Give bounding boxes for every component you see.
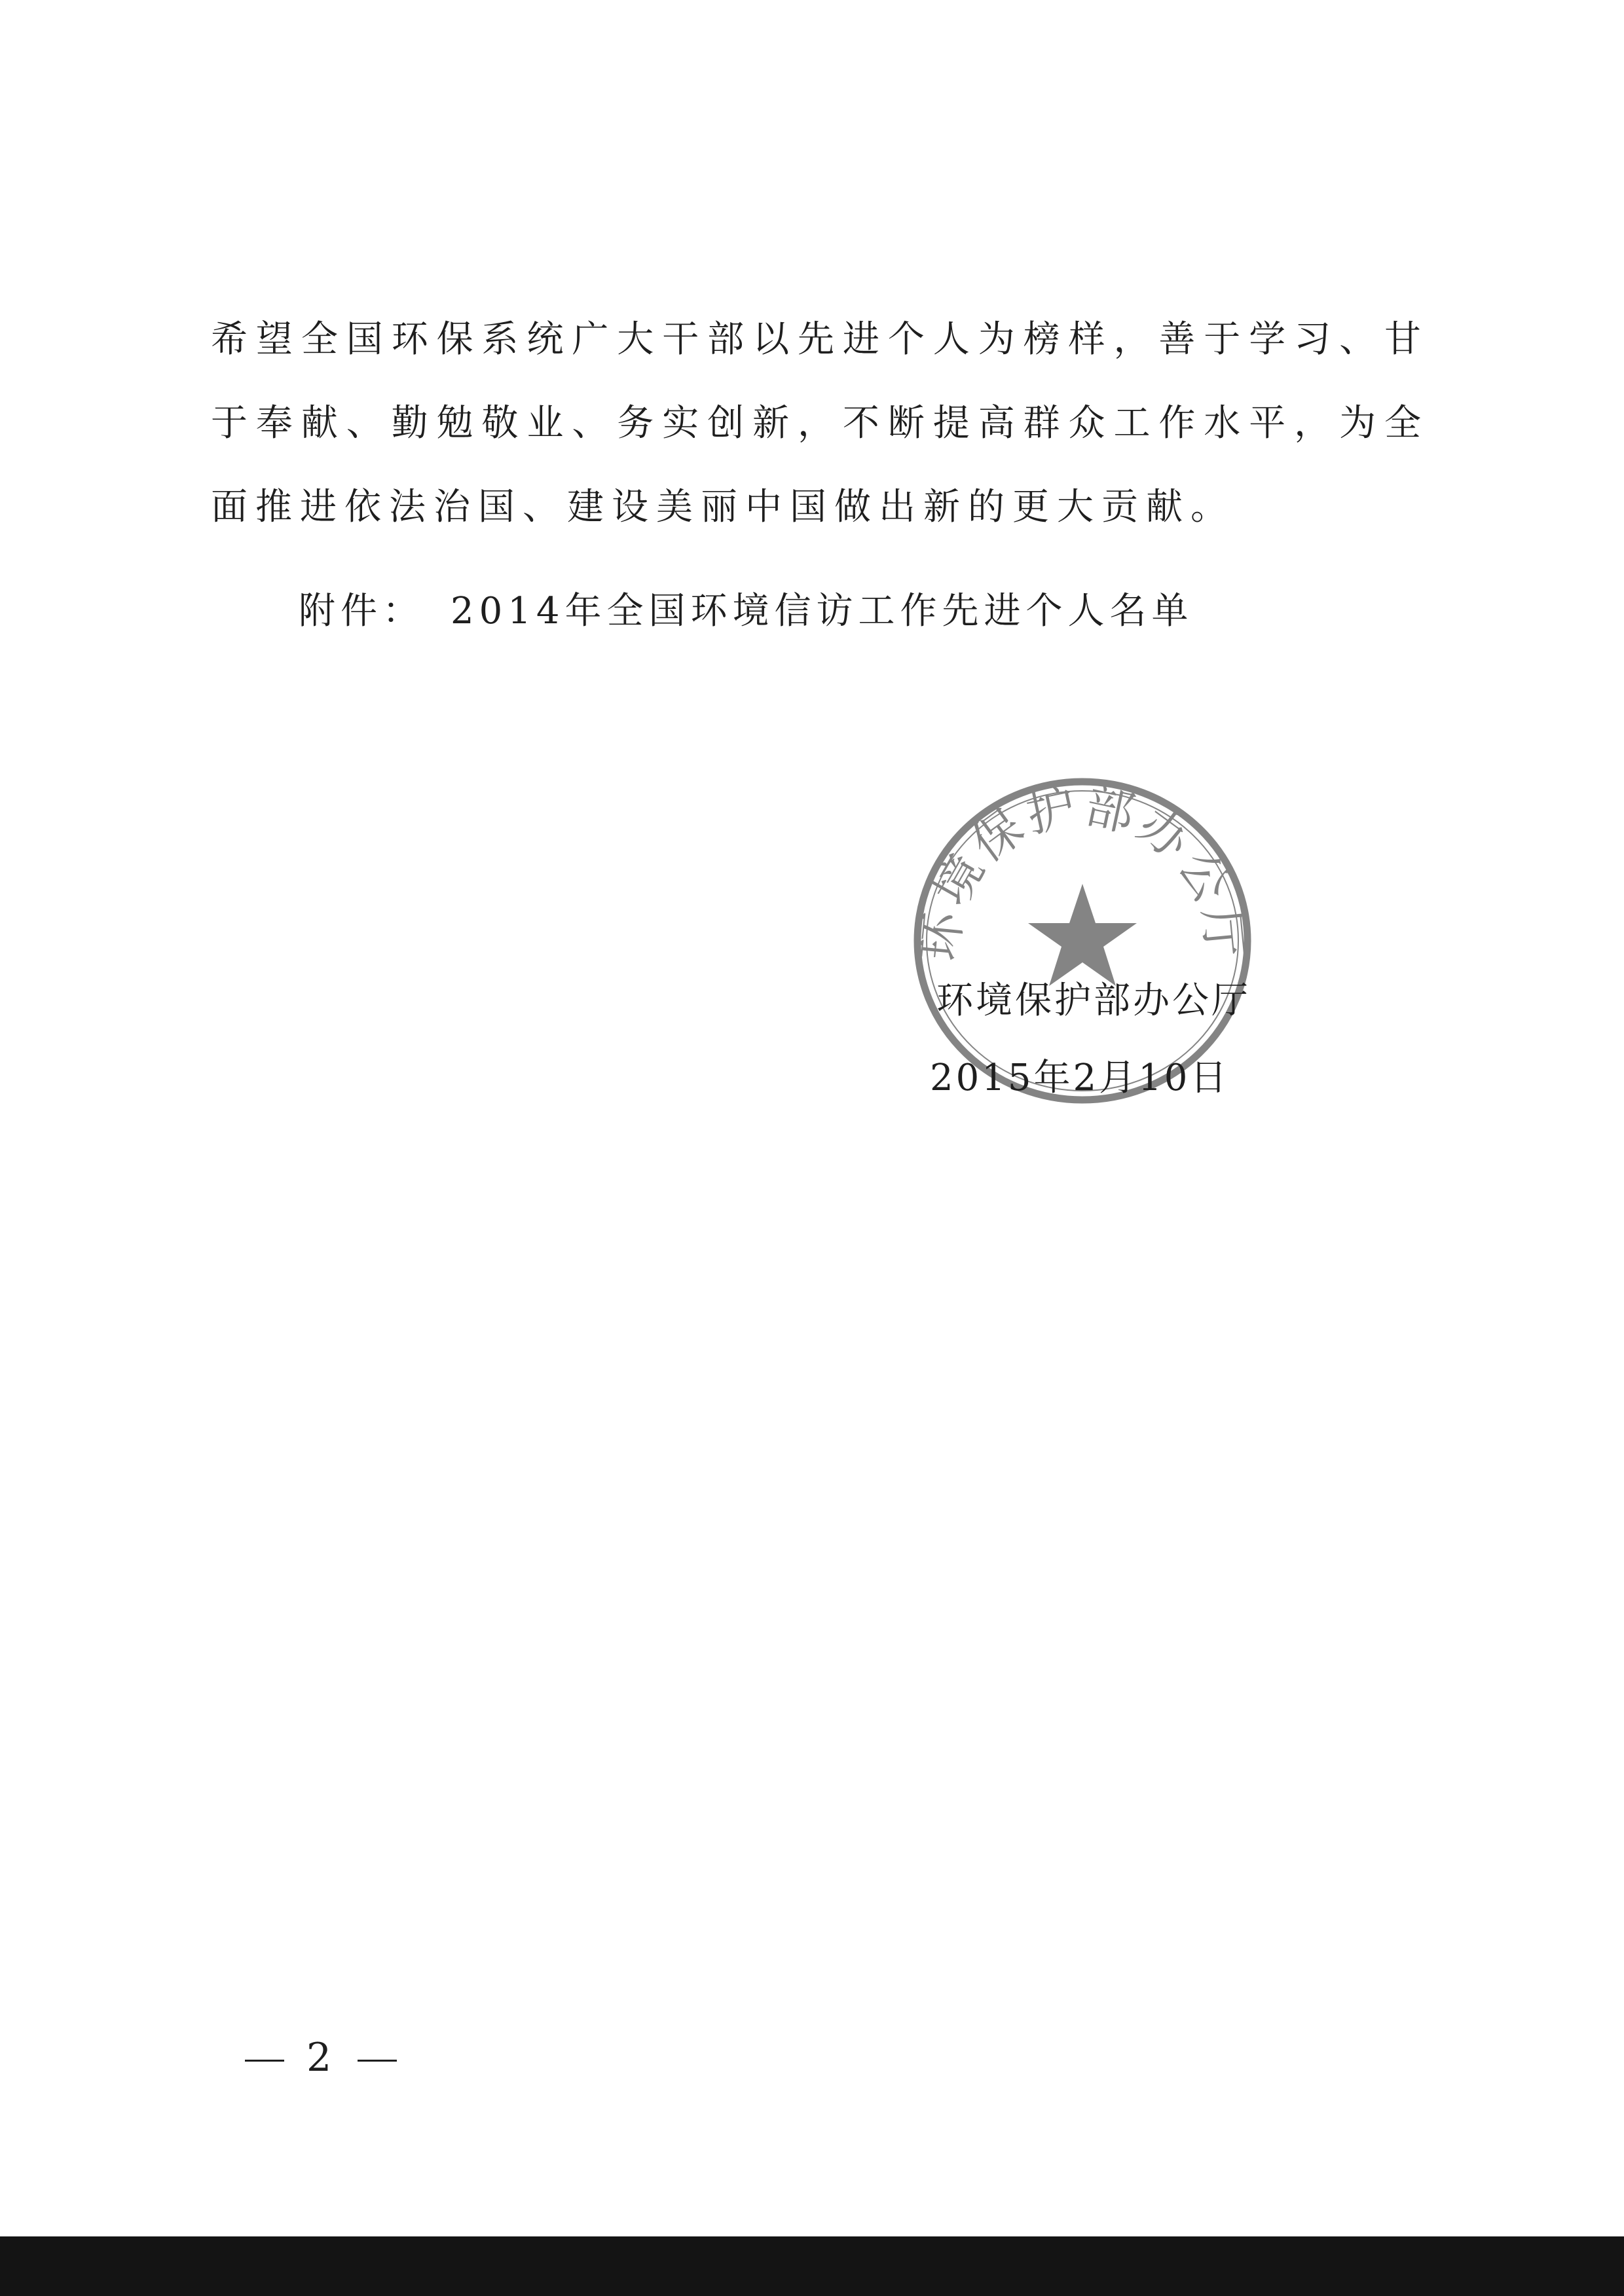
attachment-line [299, 570, 1412, 653]
signature-date: 2015年2月10日 [930, 1057, 1230, 1099]
signature-block [930, 962, 1323, 1117]
signature-organization: 环境保护部办公厅 [936, 979, 1251, 1022]
attachment-label: 附件： [299, 590, 424, 632]
scanner-bottom-edge [0, 2236, 1624, 2296]
body-paragraph: 希望全国环保系统广大干部以先进个人为榜样，善于学习、甘于奉献、勤勉敬业、务实创新，不断提高群众工作水平，为全面推进依法治国、建设美丽中国做出新的更大贡献。 [211, 318, 1429, 528]
seal-text: 环境保护部办公厅 [912, 777, 1253, 964]
page-number [223, 2035, 419, 2081]
page-number-value: 2 [306, 2035, 336, 2081]
attachment-title: 2014年全国环境信访工作先进个人名单 [451, 590, 1194, 632]
page-number-left-dash [245, 2060, 284, 2062]
page-number-right-dash [358, 2060, 397, 2062]
